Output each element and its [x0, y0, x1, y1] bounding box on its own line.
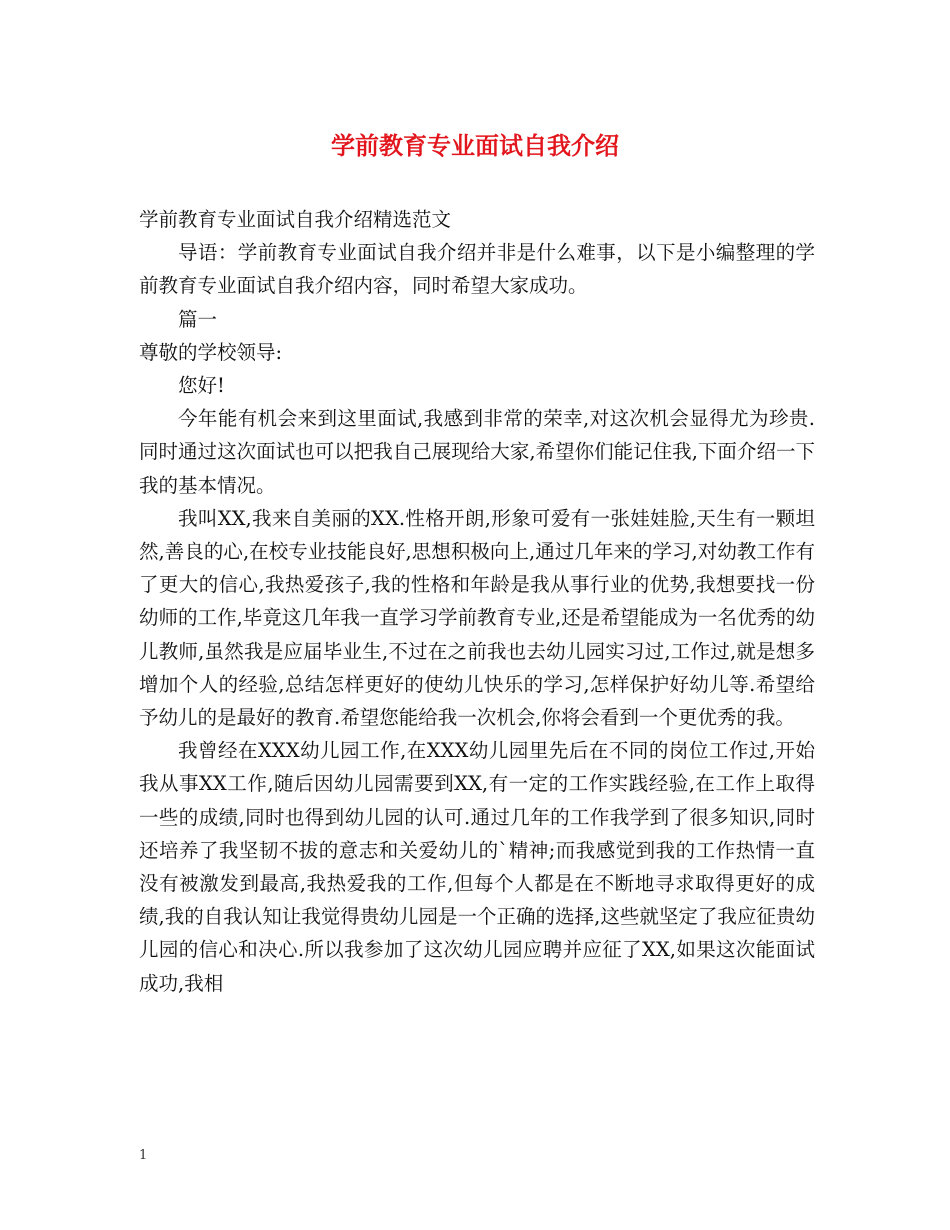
section-label: 篇一 — [178, 307, 218, 331]
page-number: 1 — [139, 1148, 148, 1163]
body-paragraph: 今年能有机会来到这里面试,我感到非常的荣幸,对这次机会显得尤为珍贵.同时通过这次面试也可以把我自己展现给大家,希望你们能记住我,下面介绍一下我的基本情况。 — [139, 407, 815, 497]
body-paragraph: 我叫XX,我来自美丽的XX.性格开朗,形象可爱有一张娃娃脸,天生有一颗坦然,善良的心,在校专业技能良好,思想积极向上,通过几年来的学习,对幼教工作有了更大的信心,我热爱孩子,我的性格和年龄是我从事行业的优势,我想要找一份幼师的工作,毕竟这几年我一直学习学前教育专业,还是希望能成为一名优秀的幼儿教师,虽然我是应届毕业生,不过在之前我也去幼儿园实习过,工作过,就是想多增加个人的经验,总结怎样更好的使幼儿快乐的学习,怎样保护好幼儿等.希望给予幼儿的是最好的教育.希望您能给我一次机会,你将会看到一个更优秀的我。 — [139, 506, 815, 730]
salutation: 尊敬的学校领导: — [139, 340, 283, 364]
intro-paragraph: 导语：学前教育专业面试自我介绍并非是什么难事，以下是小编整理的学前教育专业面试自我介绍内容，同时希望大家成功。 — [139, 241, 815, 298]
greeting: 您好! — [178, 374, 225, 398]
document-body — [139, 203, 815, 1000]
body-paragraph: 我曾经在XXX幼儿园工作,在XXX幼儿园里先后在不同的岗位工作过,开始我从事XX工作,随后因幼儿园需要到XX,有一定的工作实践经验,在工作上取得一些的成绩,同时也得到幼儿园的认可.通过几年的工作我学到了很多知识,同时还培养了我坚韧不拔的意志和关爱幼儿的`精神;而我感觉到我的工作热情一直没有被激发到最高,我热爱我的工作,但每个人都是在不断地寻求取得更好的成绩,我的自我认知让我觉得贵幼儿园是一个正确的选择,这些就坚定了我应征贵幼儿园的信心和决心.所以我参加了这次幼儿园应聘并应征了XX,如果这次能面试成功,我相 — [139, 739, 815, 995]
document-subtitle: 学前教育专业面试自我介绍精选范文 — [139, 208, 452, 231]
document-title: 学前教育专业面试自我介绍 — [331, 132, 619, 160]
